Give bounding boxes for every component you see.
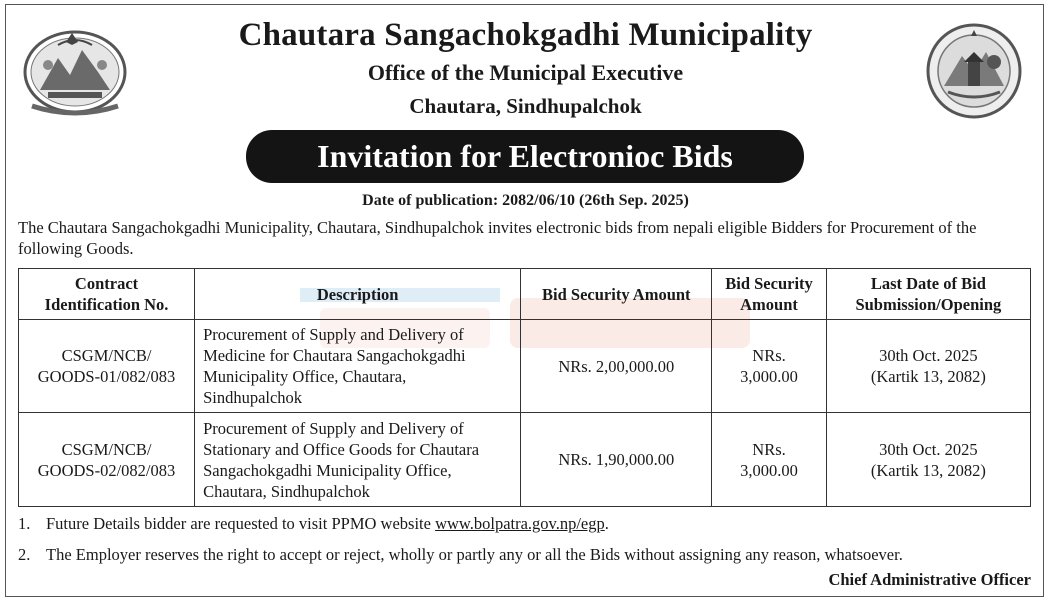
notice-banner: Invitation for Electronioc Bids bbox=[246, 130, 804, 183]
bids-table bbox=[18, 268, 1031, 507]
location-subtitle: Chautara, Sindhupalchok bbox=[409, 94, 642, 118]
contract-id-cell: CSGM/NCB/ GOODS-01/082/083 bbox=[19, 320, 195, 413]
bid-security-cell: NRs. 3,000.00 bbox=[712, 413, 826, 507]
bid-amount-cell: NRs. 2,00,000.00 bbox=[521, 320, 712, 413]
header-description: Description bbox=[195, 269, 521, 320]
office-subtitle: Office of the Municipal Executive bbox=[367, 60, 684, 85]
bid-amount-cell: NRs. 1,90,000.00 bbox=[521, 413, 712, 507]
header-bid-security: Bid Security Amount bbox=[712, 269, 826, 320]
signoff-title: Chief Administrative Officer bbox=[828, 570, 1031, 589]
intro-paragraph: The Chautara Sangachokgadhi Municipality, Chautara, Sindhupalchok invites electronic bids from nepali eligible Bidders for Procurement of the following Goods. bbox=[18, 218, 977, 258]
table-row bbox=[19, 413, 1031, 507]
note-item: 2. The Employer reserves the right to accept or reject, wholly or partly any or all the Bids without assigning any reason, whatsoever. bbox=[18, 545, 903, 564]
note-item: 1. Future Details bidder are requested to visit PPMO website www.bolpatra.gov.np/egp. bbox=[18, 514, 609, 533]
publication-date: Date of publication: 2082/06/10 (26th Sep. 2025) bbox=[362, 192, 689, 209]
table-header-row bbox=[19, 269, 1031, 320]
description-cell: Procurement of Supply and Delivery of Stationary and Office Goods for Chautara Sangachokgadhi Municipality Office, Chautara, Sindhupalchok bbox=[195, 413, 521, 507]
description-cell: Procurement of Supply and Delivery of Medicine for Chautara Sangachokgadhi Municipality Office, Chautara, Sindhupalchok bbox=[195, 320, 521, 413]
header-bid-amount: Bid Security Amount bbox=[521, 269, 712, 320]
municipality-title: Chautara Sangachokgadhi Municipality bbox=[238, 17, 813, 53]
header-last-date: Last Date of Bid Submission/Opening bbox=[826, 269, 1030, 320]
header-contract-id: Contract Identification No. bbox=[19, 269, 195, 320]
last-date-cell: 30th Oct. 2025 (Kartik 13, 2082) bbox=[826, 413, 1030, 507]
ppmo-website-link[interactable]: www.bolpatra.gov.np/egp bbox=[435, 514, 605, 533]
table-row bbox=[19, 320, 1031, 413]
notes-list bbox=[18, 513, 1038, 575]
bid-security-cell: NRs. 3,000.00 bbox=[712, 320, 826, 413]
last-date-cell: 30th Oct. 2025 (Kartik 13, 2082) bbox=[826, 320, 1030, 413]
contract-id-cell: CSGM/NCB/ GOODS-02/082/083 bbox=[19, 413, 195, 507]
